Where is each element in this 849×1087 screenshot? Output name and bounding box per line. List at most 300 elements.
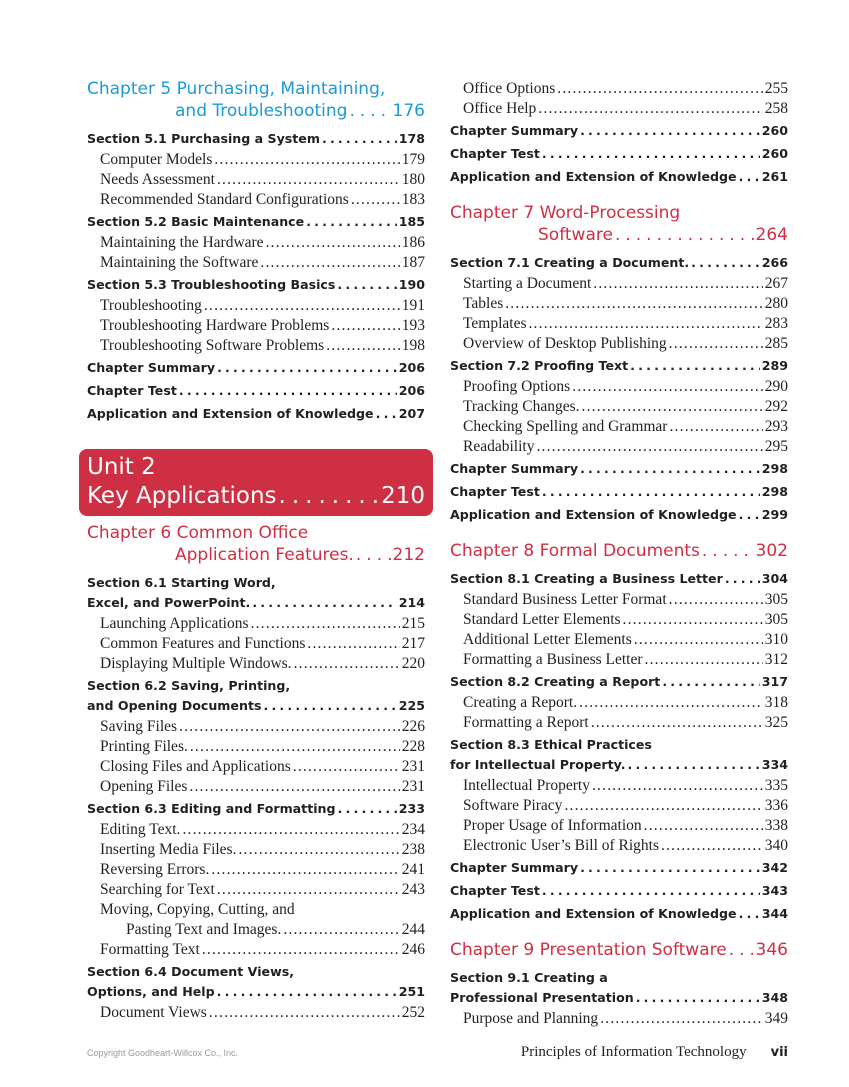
chapter-title-line: Chapter 6 Common Office [87, 523, 309, 543]
entry-page: 180 [401, 171, 425, 188]
entry-label: Templates [463, 315, 527, 332]
toc-entry[interactable] [450, 253, 788, 273]
toc-entry[interactable] [450, 356, 788, 376]
leader-dots [179, 717, 400, 737]
unit-title[interactable] [87, 482, 425, 511]
toc-entry[interactable] [450, 121, 788, 141]
toc-entry[interactable] [87, 381, 425, 401]
toc-entry[interactable] [100, 860, 425, 880]
entry-page: 233 [398, 801, 425, 816]
toc-entry[interactable] [100, 1003, 425, 1023]
entry-page: 289 [761, 358, 788, 373]
section-title-line: Section 6.2 Saving, Printing, [87, 678, 291, 693]
section-title-line: Section 9.1 Creating a [450, 970, 608, 985]
entry-label: Launching Applications [100, 615, 249, 632]
topic-entry [87, 336, 425, 356]
chapter-heading[interactable] [450, 939, 788, 961]
entry-page: 348 [761, 990, 788, 1005]
toc-entry[interactable] [87, 593, 425, 613]
entry-page: 283 [764, 315, 788, 332]
entry-page: 228 [401, 738, 425, 755]
leader-dots [592, 776, 763, 796]
entry-page: 234 [401, 821, 425, 838]
entry-label: Chapter 8 Formal Documents [450, 541, 700, 561]
entry-page: 310 [764, 631, 788, 648]
leader-dots [634, 630, 763, 650]
topic-entry [87, 1003, 425, 1023]
toc-entry[interactable] [100, 757, 425, 777]
entry-page: 336 [764, 797, 788, 814]
leader-dots [542, 482, 760, 502]
leader-dots [294, 654, 400, 674]
topic-entry [450, 294, 788, 314]
toc-entry[interactable] [87, 275, 425, 295]
entry-label: Printing Files. [100, 738, 188, 755]
entry-label: Section 5.3 Troubleshooting Basics [87, 277, 336, 292]
leader-dots [662, 672, 759, 692]
entry-label: Displaying Multiple Windows. [100, 655, 292, 672]
entry-label: Creating a Report. [463, 694, 578, 711]
section-entry [87, 356, 425, 379]
entry-label: Software [538, 225, 613, 245]
section-entry [450, 966, 788, 1009]
entry-page: 179 [401, 151, 425, 168]
toc-entry[interactable] [87, 212, 425, 232]
toc-entry[interactable] [100, 253, 425, 273]
toc-entry[interactable] [463, 437, 788, 457]
topic-entry [450, 79, 788, 99]
entry-label: Common Features and Functions [100, 635, 306, 652]
entry-page: 290 [764, 378, 788, 395]
entry-label: Troubleshooting Software Problems [100, 337, 325, 354]
entry-page: 183 [401, 191, 425, 208]
leader-dots [739, 904, 760, 924]
entry-page: 267 [764, 275, 788, 292]
topic-entry [450, 650, 788, 670]
topic-entry [87, 316, 425, 336]
toc-entry[interactable] [463, 650, 788, 670]
topic-entry [87, 717, 425, 737]
chapter-title-line2[interactable] [87, 544, 425, 566]
leader-dots [615, 224, 754, 246]
entry-label: Troubleshooting [100, 297, 202, 314]
entry-label: Chapter Summary [450, 461, 579, 476]
entry-label: Chapter Test [87, 383, 177, 398]
toc-entry[interactable] [450, 569, 788, 589]
entry-label: Document Views [100, 1004, 207, 1021]
topic-entry [87, 840, 425, 860]
toc-entry[interactable] [100, 777, 425, 797]
leader-dots [204, 296, 400, 316]
entry-page: 312 [764, 651, 788, 668]
leader-dots [579, 693, 763, 713]
entry-page: 266 [761, 255, 788, 270]
toc-entry[interactable] [463, 397, 788, 417]
section-entry [87, 273, 425, 296]
section-entry [450, 142, 788, 165]
section-entry [450, 567, 788, 590]
entry-page: 335 [764, 777, 788, 794]
entry-label: Tracking Changes. [463, 398, 580, 415]
entry-label: Searching for Text [100, 881, 215, 898]
entry-label: Section 5.1 Purchasing a System [87, 131, 320, 146]
leader-dots [528, 314, 762, 334]
entry-label: Chapter Test [450, 146, 540, 161]
entry-label: Office Help [463, 100, 537, 117]
toc-entry[interactable] [463, 713, 788, 733]
leader-dots [238, 840, 399, 860]
entry-page: 190 [398, 277, 425, 292]
entry-label: Saving Files [100, 718, 178, 735]
entry-page: 304 [761, 571, 788, 586]
topic-entry [450, 99, 788, 119]
toc-entry[interactable] [87, 696, 425, 716]
chapter-heading[interactable] [450, 540, 788, 562]
entry-label: Formatting a Report [463, 714, 589, 731]
entry-label: Recommended Standard Configurations [100, 191, 349, 208]
toc-entry[interactable] [87, 404, 425, 424]
section-entry [450, 902, 788, 925]
entry-label: Troubleshooting Hardware Problems [100, 317, 330, 334]
toc-entry[interactable] [463, 417, 788, 437]
chapter-title-line2[interactable] [450, 224, 788, 246]
chapter-title-line: Chapter 7 Word-Processing [450, 203, 681, 223]
entry-page: 243 [401, 881, 425, 898]
leader-dots [189, 777, 399, 797]
toc-entry[interactable] [450, 755, 788, 775]
entry-page: 298 [761, 484, 788, 499]
leader-dots [283, 920, 399, 940]
topic-entry [450, 816, 788, 836]
leader-dots [538, 99, 762, 119]
leader-dots [179, 381, 397, 401]
entry-page: 318 [764, 694, 788, 711]
entry-page: 187 [401, 254, 425, 271]
section-entry [87, 402, 425, 425]
entry-page: 280 [764, 295, 788, 312]
unit-banner[interactable] [79, 449, 433, 516]
entry-page: 193 [401, 317, 425, 334]
leader-dots [580, 459, 760, 479]
entry-page: 244 [401, 921, 425, 938]
toc-entry[interactable] [450, 988, 788, 1008]
entry-label: Section 5.2 Basic Maintenance [87, 214, 305, 229]
section-entry [87, 674, 425, 717]
topic-entry [87, 614, 425, 634]
toc-entry[interactable] [463, 836, 788, 856]
entry-label: Professional Presentation [450, 990, 634, 1005]
toc-entry[interactable] [100, 940, 425, 960]
entry-label: Intellectual Property [463, 777, 590, 794]
toc-entry[interactable] [463, 610, 788, 630]
leader-dots [702, 540, 754, 562]
entry-page: 225 [398, 698, 425, 713]
toc-entry[interactable] [463, 334, 788, 354]
chapter-heading[interactable] [450, 202, 788, 246]
entry-page: 246 [401, 941, 425, 958]
toc-entry[interactable] [450, 881, 788, 901]
toc-entry[interactable] [87, 982, 425, 1002]
topic-entry [450, 630, 788, 650]
toc-entry[interactable] [87, 129, 425, 149]
entry-label: Chapter Summary [450, 860, 579, 875]
entry-label: Software Piracy [463, 797, 563, 814]
leader-dots [505, 294, 763, 314]
toc-entry[interactable] [450, 167, 788, 187]
leader-dots [669, 590, 763, 610]
section-entry [87, 571, 425, 614]
leader-dots [536, 437, 762, 457]
toc-entry[interactable] [100, 190, 425, 210]
toc-entry[interactable] [463, 274, 788, 294]
page-footer [87, 1044, 788, 1061]
toc-entry[interactable] [450, 459, 788, 479]
toc-entry[interactable] [463, 377, 788, 397]
chapter-title-line2[interactable] [87, 100, 425, 122]
toc-entry[interactable] [100, 296, 425, 316]
entry-label: Section 6.3 Editing and Formatting [87, 801, 336, 816]
entry-page: 299 [761, 507, 788, 522]
leader-dots [669, 334, 763, 354]
topic-entry [87, 634, 425, 654]
entry-label: Editing Text. [100, 821, 181, 838]
entry-label: Proper Usage of Information [463, 817, 642, 834]
entry-label: Section 8.1 Creating a Business Letter [450, 571, 723, 586]
toc-entry[interactable] [100, 316, 425, 336]
topic-entry [87, 170, 425, 190]
toc-entry[interactable] [100, 170, 425, 190]
leader-dots [263, 696, 396, 716]
section-entry [450, 251, 788, 274]
leader-dots [217, 982, 397, 1002]
entry-page: 264 [755, 225, 788, 245]
leader-dots [542, 881, 760, 901]
toc-entry[interactable] [450, 144, 788, 164]
topic-entry [450, 397, 788, 417]
toc-entry[interactable] [450, 858, 788, 878]
leader-dots [725, 569, 760, 589]
entry-page: 210 [381, 483, 425, 509]
section-entry [87, 127, 425, 150]
chapter-title-line[interactable] [450, 540, 788, 562]
entry-page: 343 [761, 883, 788, 898]
toc-entry[interactable] [100, 150, 425, 170]
entry-page: 346 [755, 940, 788, 960]
topic-entry [87, 757, 425, 777]
topic-entry [87, 880, 425, 900]
section-entry [450, 879, 788, 902]
entry-label: Checking Spelling and Grammar [463, 418, 668, 435]
toc-entry[interactable] [100, 233, 425, 253]
entry-page: 258 [764, 100, 788, 117]
entry-page: 334 [761, 757, 788, 772]
entry-page: 238 [401, 841, 425, 858]
chapter-heading[interactable] [87, 78, 425, 122]
topic-entry [450, 776, 788, 796]
leader-dots [252, 593, 396, 613]
entry-page: 206 [398, 383, 425, 398]
entry-label: Section 7.1 Creating a Document. [450, 255, 690, 270]
entry-page: 191 [401, 297, 425, 314]
copyright-notice: Copyright Goodheart-Willcox Co., Inc. [87, 1048, 239, 1058]
entry-label: Reversing Errors. [100, 861, 210, 878]
topic-entry [450, 610, 788, 630]
unit-number: Unit 2 [87, 454, 156, 480]
leader-dots [645, 650, 763, 670]
toc-entry[interactable] [463, 590, 788, 610]
entry-label: Tables [463, 295, 504, 312]
leader-dots [582, 397, 763, 417]
topic-entry [450, 1009, 788, 1029]
toc-entry[interactable] [450, 505, 788, 525]
leader-dots [279, 482, 380, 511]
entry-label: Chapter 9 Presentation Software [450, 940, 727, 960]
entry-label: Application and Extension of Knowledge [450, 906, 737, 921]
section-entry [450, 480, 788, 503]
topic-entry [450, 437, 788, 457]
toc-entry[interactable] [87, 799, 425, 819]
toc-entry[interactable] [463, 99, 788, 119]
leader-dots [630, 356, 760, 376]
topic-entry [450, 693, 788, 713]
entry-page: 217 [401, 635, 425, 652]
entry-page: 185 [398, 214, 425, 229]
chapter-title-line[interactable] [450, 939, 788, 961]
section-title-line: Section 6.1 Starting Word, [87, 575, 276, 590]
entry-page: 342 [761, 860, 788, 875]
entry-label: Closing Files and Applications [100, 758, 291, 775]
entry-page: 186 [401, 234, 425, 251]
leader-dots [182, 820, 399, 840]
leader-dots [217, 358, 397, 378]
toc-entry[interactable] [450, 482, 788, 502]
toc-entry[interactable] [100, 920, 425, 940]
leader-dots [542, 144, 760, 164]
leader-dots [190, 737, 400, 757]
section-title-line: Section 8.3 Ethical Practices [450, 737, 652, 752]
toc-entry[interactable] [87, 358, 425, 378]
topic-entry [87, 296, 425, 316]
leader-dots [306, 212, 397, 232]
entry-page: 340 [764, 837, 788, 854]
toc-entry[interactable] [100, 737, 425, 757]
toc-entry[interactable] [100, 634, 425, 654]
section-entry [450, 165, 788, 188]
leader-dots [293, 757, 400, 777]
entry-label: Additional Letter Elements [463, 631, 632, 648]
entry-page: 305 [764, 611, 788, 628]
topic-entry [87, 900, 425, 940]
leader-dots [729, 939, 754, 961]
section-entry [450, 670, 788, 693]
toc-entry[interactable] [450, 672, 788, 692]
toc-entry[interactable] [100, 840, 425, 860]
leader-dots [337, 275, 396, 295]
leader-dots [557, 79, 762, 99]
leader-dots [572, 377, 763, 397]
leader-dots [739, 505, 760, 525]
leader-dots [251, 614, 400, 634]
section-entry [87, 210, 425, 233]
entry-label: Overview of Desktop Publishing [463, 335, 667, 352]
topic-entry [450, 836, 788, 856]
leader-dots [266, 233, 400, 253]
toc-entry[interactable] [450, 904, 788, 924]
entry-label: Maintaining the Hardware [100, 234, 264, 251]
entry-page: 292 [764, 398, 788, 415]
entry-page: 338 [764, 817, 788, 834]
book-title: Principles of Information Technology [520, 1044, 747, 1060]
entry-page: 212 [392, 545, 425, 565]
toc-entry[interactable] [463, 79, 788, 99]
toc-entry[interactable] [463, 1009, 788, 1029]
topic-title-line: Moving, Copying, Cutting, and [100, 901, 295, 918]
section-entry [87, 797, 425, 820]
topic-entry [87, 820, 425, 840]
toc-entry[interactable] [463, 693, 788, 713]
entry-label: Inserting Media Files. [100, 841, 237, 858]
chapter-heading[interactable] [87, 522, 425, 566]
topic-entry [87, 654, 425, 674]
topic-entry [450, 377, 788, 397]
entry-page: 178 [398, 131, 425, 146]
toc-entry[interactable] [100, 820, 425, 840]
leader-dots [326, 336, 400, 356]
leader-dots [580, 858, 760, 878]
section-entry [450, 503, 788, 526]
toc-entry[interactable] [100, 880, 425, 900]
topic-entry [450, 314, 788, 334]
entry-page: 231 [401, 758, 425, 775]
entry-label: Section 7.2 Proofing Text [450, 358, 629, 373]
leader-dots [593, 274, 762, 294]
leader-dots [669, 417, 762, 437]
entry-page: 293 [764, 418, 788, 435]
leader-dots [211, 860, 399, 880]
leader-dots [636, 988, 760, 1008]
entry-page: 261 [761, 169, 788, 184]
toc-entry[interactable] [463, 314, 788, 334]
toc-entry[interactable] [463, 630, 788, 650]
entry-page: 255 [764, 80, 788, 97]
entry-label: Standard Business Letter Format [463, 591, 667, 608]
toc-entry[interactable] [463, 816, 788, 836]
toc-entry[interactable] [463, 294, 788, 314]
entry-label: Computer Models [100, 151, 213, 168]
entry-page: 298 [761, 461, 788, 476]
leader-dots [260, 253, 399, 273]
toc-entry[interactable] [463, 796, 788, 816]
leader-dots [338, 799, 397, 819]
toc-entry[interactable] [100, 614, 425, 634]
entry-page: 349 [764, 1010, 788, 1027]
toc-entry[interactable] [100, 654, 425, 674]
leader-dots [376, 404, 397, 424]
entry-label: Formatting Text [100, 941, 200, 958]
entry-label: for Intellectual Property. [450, 757, 626, 772]
topic-entry [450, 334, 788, 354]
section-entry [87, 960, 425, 1003]
entry-label: Options, and Help [87, 984, 215, 999]
leader-dots [217, 880, 400, 900]
toc-entry[interactable] [100, 336, 425, 356]
leader-dots [217, 170, 400, 190]
toc-entry[interactable] [463, 776, 788, 796]
entry-label: Electronic User’s Bill of Rights [463, 837, 660, 854]
entry-page: 214 [398, 595, 425, 610]
toc-entry[interactable] [100, 717, 425, 737]
leader-dots [331, 316, 399, 336]
